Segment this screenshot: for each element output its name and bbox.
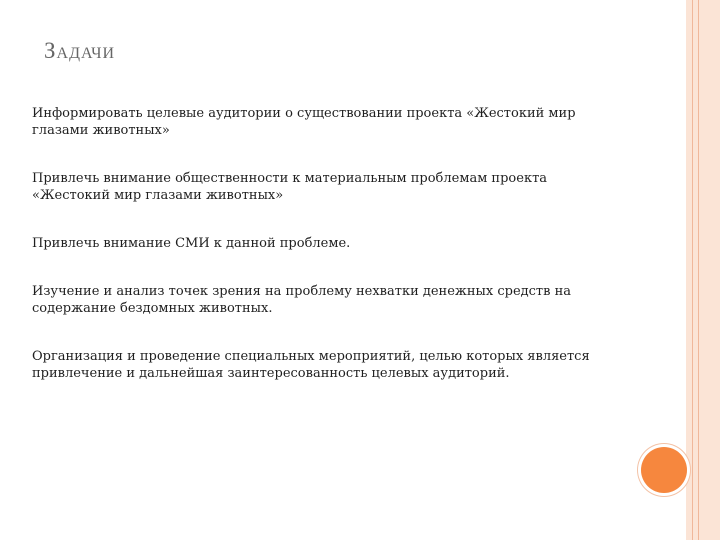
list-item: Организация и проведение специальных мероприятий, целью которых является привлечение и дальнейшая заинтересованность целевых аудиторий. <box>32 349 590 381</box>
border-line <box>698 0 699 540</box>
task-list <box>32 105 592 382</box>
border-line <box>692 0 693 540</box>
slide-title: Задачи <box>44 38 116 63</box>
list-item: Привлечь внимание СМИ к данной проблеме. <box>32 236 351 251</box>
list-item: Привлечь внимание общественности к материальным проблемам проекта «Жестокий мир глазами животных» <box>32 171 548 203</box>
orange-circle-decoration <box>641 447 687 493</box>
list-item: Изучение и анализ точек зрения на проблему нехватки денежных средств на содержание бездомных животных. <box>32 284 571 316</box>
list-item: Информировать целевые аудитории о существовании проекта «Жестокий мир глазами животных» <box>32 106 576 138</box>
decorative-border <box>686 0 720 540</box>
